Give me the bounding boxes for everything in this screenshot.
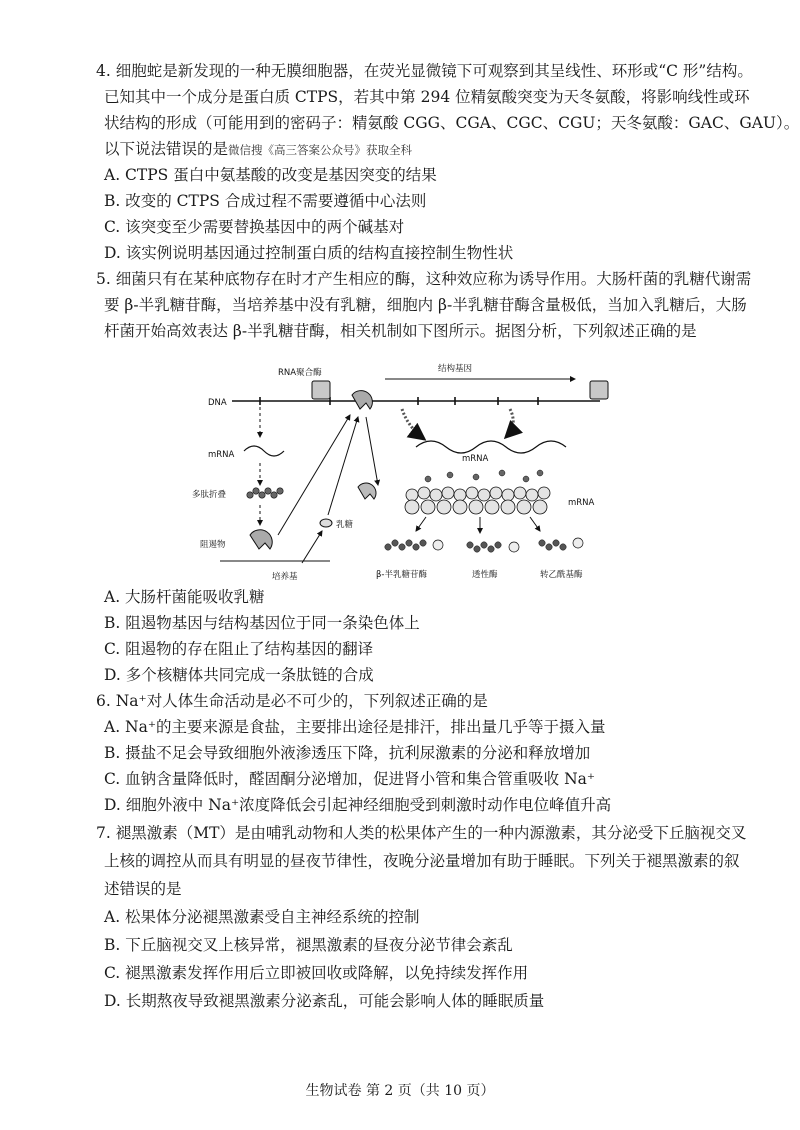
enzyme1-label: β-半乳糖苷酶 xyxy=(376,570,427,580)
medium-label: 培养基 xyxy=(272,572,298,582)
q5-option-c[interactable]: C. 阻遏物的存在阻止了结构基因的翻译 xyxy=(104,640,374,658)
q7-option-d[interactable]: D. 长期熬夜导致褪黑激素分泌紊乱，可能会影响人体的睡眠质量 xyxy=(104,992,545,1010)
terminator-box xyxy=(590,381,608,399)
q7-stem-line2: 上核的调控从而具有明显的昼夜节律性，夜晚分泌量增加有助于睡眠。下列关于褪黑激素的叙 xyxy=(104,852,740,870)
repressor-label: 阻遏物 xyxy=(200,540,226,550)
folding-label: 多肽折叠 xyxy=(192,490,227,500)
q6-option-d[interactable]: D. 细胞外液中 Na⁺浓度降低会引起神经细胞受到刺激时动作电位峰值升高 xyxy=(104,796,612,814)
mrna-left-label: mRNA xyxy=(208,450,235,460)
q7-option-b[interactable]: B. 下丘脑视交叉上核异常，褪黑激素的昼夜分泌节律会紊乱 xyxy=(104,936,513,954)
q6-option-c[interactable]: C. 血钠含量降低时，醛固酮分泌增加，促进肾小管和集合管重吸收 Na⁺ xyxy=(104,770,596,788)
mrna-right-label: mRNA xyxy=(568,498,595,508)
q4-stem-line2: 已知其中一个成分是蛋白质 CTPS，若其中第 294 位精氨酸突变为天冬氨酸，将影响线性或环 xyxy=(104,88,750,106)
q4-stem-line1: 4. 细胞蛇是新发现的一种无膜细胞器，在荧光显微镜下可观察到其呈线性、环形或“C 形”结构。 xyxy=(96,62,753,80)
q4-option-a[interactable]: A. CTPS 蛋白中氨基酸的改变是基因突变的结果 xyxy=(104,166,437,184)
dna-label: DNA xyxy=(208,398,227,408)
q4-stem-question: 以下说法错误的是 xyxy=(104,140,229,158)
lac-operon-diagram xyxy=(180,355,620,590)
q4-stem-line4 xyxy=(104,138,412,161)
structural-gene-label: 结构基因 xyxy=(438,364,473,374)
inactive-repressor-shape xyxy=(358,483,376,499)
enzyme2-label: 透性酶 xyxy=(472,570,498,580)
rna-polymerase-label: RNA聚合酶 xyxy=(278,368,322,378)
bound-repressor-shape xyxy=(352,391,372,409)
q7-stem-line1: 7. 褪黑激素（MT）是由哺乳动物和人类的松果体产生的一种内源激素，其分泌受下丘脑视交叉 xyxy=(96,824,747,842)
q6-option-b[interactable]: B. 摄盐不足会导致细胞外液渗透压下降，抗利尿激素的分泌和释放增加 xyxy=(104,744,591,762)
polysome-ribosomes xyxy=(405,487,550,514)
q4-stem-line3: 状结构的形成（可能用到的密码子：精氨酸 CGG、CGA、CGC、CGU；天冬氨酸：GAC、GAU）。 xyxy=(104,114,800,132)
q5-stem-line2: 要 β-半乳糖苷酶，当培养基中没有乳糖，细胞内 β-半乳糖苷酶含量极低，当加入乳糖后，大肠 xyxy=(104,296,747,314)
page-footer: 生物试卷 第 2 页（共 10 页） xyxy=(305,1083,495,1099)
q5-option-b[interactable]: B. 阻遏物基因与结构基因位于同一条染色体上 xyxy=(104,614,420,632)
q7-stem-line3: 述错误的是 xyxy=(104,880,182,898)
q4-option-b[interactable]: B. 改变的 CTPS 合成过程不需要遵循中心法则 xyxy=(104,192,427,210)
q6-stem: 6. Na⁺对人体生命活动是必不可少的，下列叙述正确的是 xyxy=(96,692,488,710)
q5-option-d[interactable]: D. 多个核糖体共同完成一条肽链的合成 xyxy=(104,666,374,684)
q4-option-d[interactable]: D. 该实例说明基因通过控制蛋白质的结构直接控制生物性状 xyxy=(104,244,514,262)
q4-option-c[interactable]: C. 该突变至少需要替换基因中的两个碱基对 xyxy=(104,218,405,236)
q6-option-a[interactable]: A. Na⁺的主要来源是食盐，主要排出途径是排汗，排出量几乎等于摄入量 xyxy=(104,718,606,736)
q7-option-c[interactable]: C. 褪黑激素发挥作用后立即被回收或降解，以免持续发挥作用 xyxy=(104,964,529,982)
watermark-text: 微信搜《高三答案公众号》获取全科 xyxy=(228,143,413,157)
q5-stem-line3: 杆菌开始高效表达 β-半乳糖苷酶，相关机制如下图所示。据图分析，下列叙述正确的是 xyxy=(104,322,697,340)
q7-option-a[interactable]: A. 松果体分泌褪黑激素受自主神经系统的控制 xyxy=(104,908,420,926)
lactose-label: 乳糖 xyxy=(336,520,354,530)
mrna-mid-label: mRNA xyxy=(462,454,489,464)
enzyme3-label: 转乙酰基酶 xyxy=(540,570,583,580)
q5-stem-line1: 5. 细菌只有在某种底物存在时才产生相应的酶，这种效应称为诱导作用。大肠杆菌的乳糖代谢需 xyxy=(96,270,752,288)
rna-polymerase-box xyxy=(312,381,330,399)
q5-option-a[interactable]: A. 大肠杆菌能吸收乳糖 xyxy=(104,588,265,606)
repressor-shape xyxy=(250,530,272,549)
